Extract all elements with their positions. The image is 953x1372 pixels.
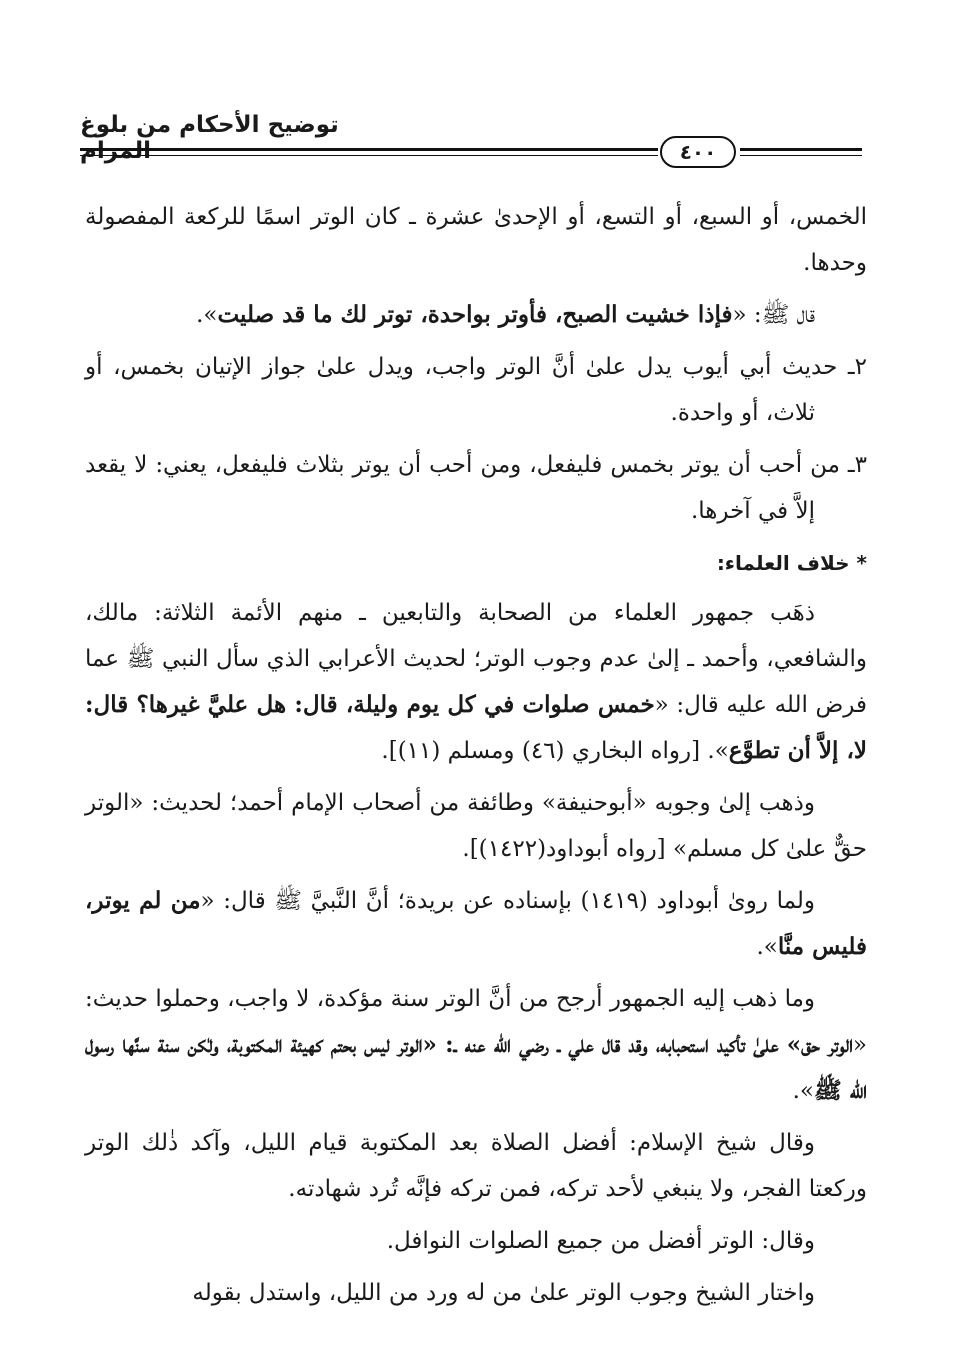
p8-text: وما ذهب إليه الجمهور أرجح من أنَّ الوتر سنة مؤكدة، لا واجب، وحملوا حديث: «: [85, 986, 867, 1058]
p7-hadith: من لم يوتر، فليس منَّا: [85, 887, 867, 960]
p5-hadith: خمس صلوات في كل يوم وليلة، قال: هل عليَّ غيرها؟ قال: لا، إلاَّ أن تطوَّع: [85, 691, 867, 764]
p5-suffix: ». [رواه البخاري (٤٦) ومسلم (١١)].: [381, 738, 729, 764]
paragraph-3: ٢ـ حديث أبي أيوب يدل علىٰ أنَّ الوتر واجب، ويدل علىٰ جواز الإتيان بخمس، أو ثلاث، أو واحدة.: [85, 354, 867, 426]
paragraph-1: الخمس، أو السبع، أو التسع، أو الإحدىٰ عشرة ـ كان الوتر اسمًا للركعة المفصولة وحدها.: [85, 204, 867, 276]
paragraph-2: [85, 292, 867, 338]
section-heading: * خلاف العلماء:: [716, 551, 867, 575]
p7-suffix: ».: [756, 934, 778, 960]
paragraph-8: [85, 976, 867, 1114]
paragraph-6: وذهب إلىٰ وجوبه «أبوحنيفة» وطائفة من أصحاب الإمام أحمد؛ لحديث: «الوتر حقٌّ علىٰ كل مسلم» [رواه أبوداود(١٤٢٢)].: [85, 790, 867, 862]
page-body: [85, 194, 867, 1322]
p8-quote: الوتر حق» علىٰ تأكيد استحبابه، وقد قال علي ـ رضي الله عنه ـ: «الوتر ليس بحتم كهيئة المكتوبة، ولٰكن سنة سنَّها رسول الله ﷺ: [85, 1031, 867, 1104]
p2-hadith: فإذا خشيت الصبح، فأوتر بواحدة، توتر لك ما قد صليت: [217, 301, 733, 328]
header-rule-left: [80, 148, 658, 156]
paragraph-7: [85, 878, 867, 970]
p2-suffix: ».: [196, 302, 218, 328]
running-header-title: توضيح الأحكام من بلوغ المرام: [80, 112, 339, 164]
p7-text: ولما روىٰ أبوداود (١٤١٩) بإسناده عن بريدة؛ أنَّ النَّبيَّ ﷺ قال: «: [200, 888, 815, 914]
paragraph-10: وقال: الوتر أفضل من جميع الصلوات النوافل.: [386, 1228, 815, 1254]
p8-suffix: ».: [792, 1078, 815, 1104]
paragraph-4: ٣ـ من أحب أن يوتر بخمس فليفعل، ومن أحب أن يوتر بثلاث فليفعل، يعني: لا يقعد إلاَّ في آخرها.: [85, 452, 867, 524]
header-rule-right: [740, 148, 862, 156]
paragraph-11: واختار الشيخ وجوب الوتر علىٰ من له ورد من الليل، واستدل بقوله: [192, 1280, 815, 1306]
page-number: ٤٠٠: [660, 136, 736, 168]
p5-text: ذهَب جمهور العلماء من الصحابة والتابعين ـ منهم الأئمة الثلاثة: مالك، والشافعي، وأحمد ـ إلىٰ عدم وجوب الوتر؛ لحديث الأعرابي الذي سأل النبي ﷺ عما فرض الله عليه قال: «: [85, 600, 867, 718]
paragraph-9: وقال شيخ الإسلام: أفضل الصلاة بعد المكتوبة قيام الليل، وآكد ذٰلك الوتر وركعتا الفجر، ولا ينبغي لأحد تركه، فمن تركه فإنَّه تُرد شهادته.: [85, 1130, 867, 1202]
p2-prefix: قال ﷺ: «: [732, 302, 815, 328]
paragraph-5: [85, 590, 867, 774]
